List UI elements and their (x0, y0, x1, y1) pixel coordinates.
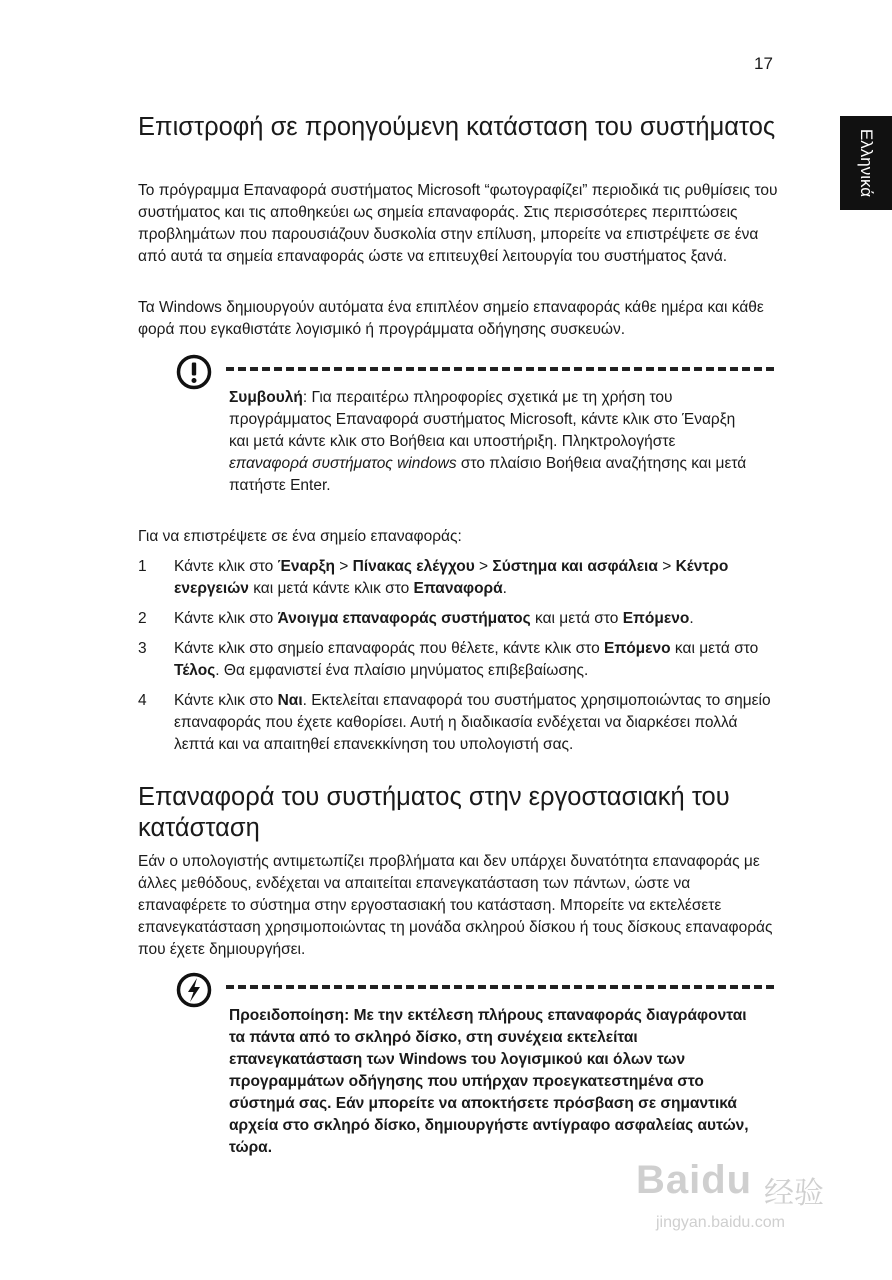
step-number: 2 (138, 610, 147, 627)
step-number: 1 (138, 558, 147, 575)
section-title-factory-reset: Επαναφορά του συστήματος στην εργοστασιακή του κατάσταση (138, 783, 730, 842)
steps-list (138, 556, 778, 756)
watermark-url: jingyan.baidu.com (656, 1214, 785, 1231)
tip-label: Συμβουλή (229, 389, 303, 406)
section2-paragraph-1: Εάν ο υπολογιστής αντιμετωπίζει προβλήματα και δεν υπάρχει δυνατότητα επαναφοράς με άλλες μεθόδους, ενδέχεται να απαιτείται επανεγκατάσταση των πάντων, ώστε να επαναφέρετε το σύστημα στην εργοστασιακή του κατάσταση. Μπορείτε να εκτελέσετε επανεγκατάσταση χρησιμοποιώντας τη μονάδα σκληρού δίσκου ή τους δίσκους επαναφοράς που έχετε δημιουργήσει. (138, 853, 773, 958)
tip-note (176, 354, 776, 504)
lightning-warning-icon (176, 972, 212, 1008)
step-number: 3 (138, 640, 147, 657)
watermark-brand: Baidu (636, 1158, 753, 1202)
section-title-system-restore: Επιστροφή σε προηγούμενη κατάσταση του συστήματος (138, 113, 776, 141)
step-item: 3 Κάντε κλικ στο σημείο επαναφοράς που θέλετε, κάντε κλικ στο Επόμενο και μετά στο Τέλος. Θα εμφανιστεί ένα πλαίσιο μηνύματος επιβεβαίωσης. (138, 640, 759, 679)
tip-divider (226, 367, 774, 371)
warning-text: Προειδοποίηση: Με την εκτέλεση πλήρους επαναφοράς διαγράφονται τα πάντα από το σκληρό δίσκο, στη συνέχεια εκτελείται επανεγκατάσταση των Windows του λογισμικού και όλων των προγραμμάτων οδήγησης που υπήρχαν προεγκατεστημένα στο σύστημά σας. Εάν μπορείτε να αποκτήσετε πρόσβαση σε σημαντικά αρχεία στο σκληρό δίσκο, δημιουργήστε αντίγραφο ασφαλείας αυτών, τώρα. (229, 1007, 749, 1156)
language-side-tab-label: Ελληνικά (857, 128, 876, 198)
step-item: 4 Κάντε κλικ στο Ναι. Εκτελείται επαναφορά του συστήματος χρησιμοποιώντας το σημείο επαναφοράς που έχετε καθορίσει. Αυτή η διαδικασία ενδέχεται να διαρκέσει πολλά λεπτά και να απαιτηθεί επανεκκίνηση του υπολογιστή σας. (138, 692, 771, 753)
warning-divider (226, 985, 774, 989)
page-number: 17 (754, 54, 773, 73)
watermark-chinese-text: 经验 (764, 1177, 824, 1210)
warning-note (176, 972, 776, 1162)
step-item: 1 Κάντε κλικ στο Έναρξη > Πίνακας ελέγχου > Σύστημα και ασφάλεια > Κέντρο ενεργειών και μετά κάντε κλικ στο Επαναφορά. (138, 558, 729, 597)
section1-paragraph-2: Τα Windows δημιουργούν αυτόματα ένα επιπλέον σημείο επαναφοράς κάθε ημέρα και κάθε φορά που εγκαθιστάτε λογισμικό ή προγράμματα οδήγησης συσκευών. (138, 299, 764, 338)
steps-intro: Για να επιστρέψετε σε ένα σημείο επαναφοράς: (138, 528, 462, 545)
baidu-watermark (636, 1148, 866, 1240)
step-number: 4 (138, 692, 147, 709)
exclamation-icon (176, 354, 212, 390)
language-side-tab (840, 116, 892, 210)
tip-search-term: επαναφορά συστήματος windows (229, 455, 457, 472)
step-item: 2 Κάντε κλικ στο Άνοιγμα επαναφοράς συστήματος και μετά στο Επόμενο. (138, 608, 778, 630)
section1-paragraph-1: Το πρόγραμμα Επαναφορά συστήματος Microsoft “φωτογραφίζει” περιοδικά τις ρυθμίσεις του συστήματος και τις αποθηκεύει ως σημεία επαναφοράς. Στις περισσότερες περιπτώσεις προβλημάτων που παρουσιάζουν δυσκολία στην επίλυση, μπορείτε να επιστρέψετε σε ένα από αυτά τα σημεία επαναφοράς ώστε να επιτευχθεί λειτουργία του συστήματος ξανά. (138, 182, 778, 265)
tip-text: Συμβουλή: Για περαιτέρω πληροφορίες σχετικά με τη χρήση του προγράμματος Επαναφορά συστήματος Microsoft, κάντε κλικ στο Έναρξη και μετά κάντε κλικ στο Βοήθεια και υποστήριξη. Πληκτρολογήστε επαναφορά συστήματος windows στο πλαίσιο Βοήθεια αναζήτησης και μετά πατήστε Enter. (229, 389, 747, 494)
